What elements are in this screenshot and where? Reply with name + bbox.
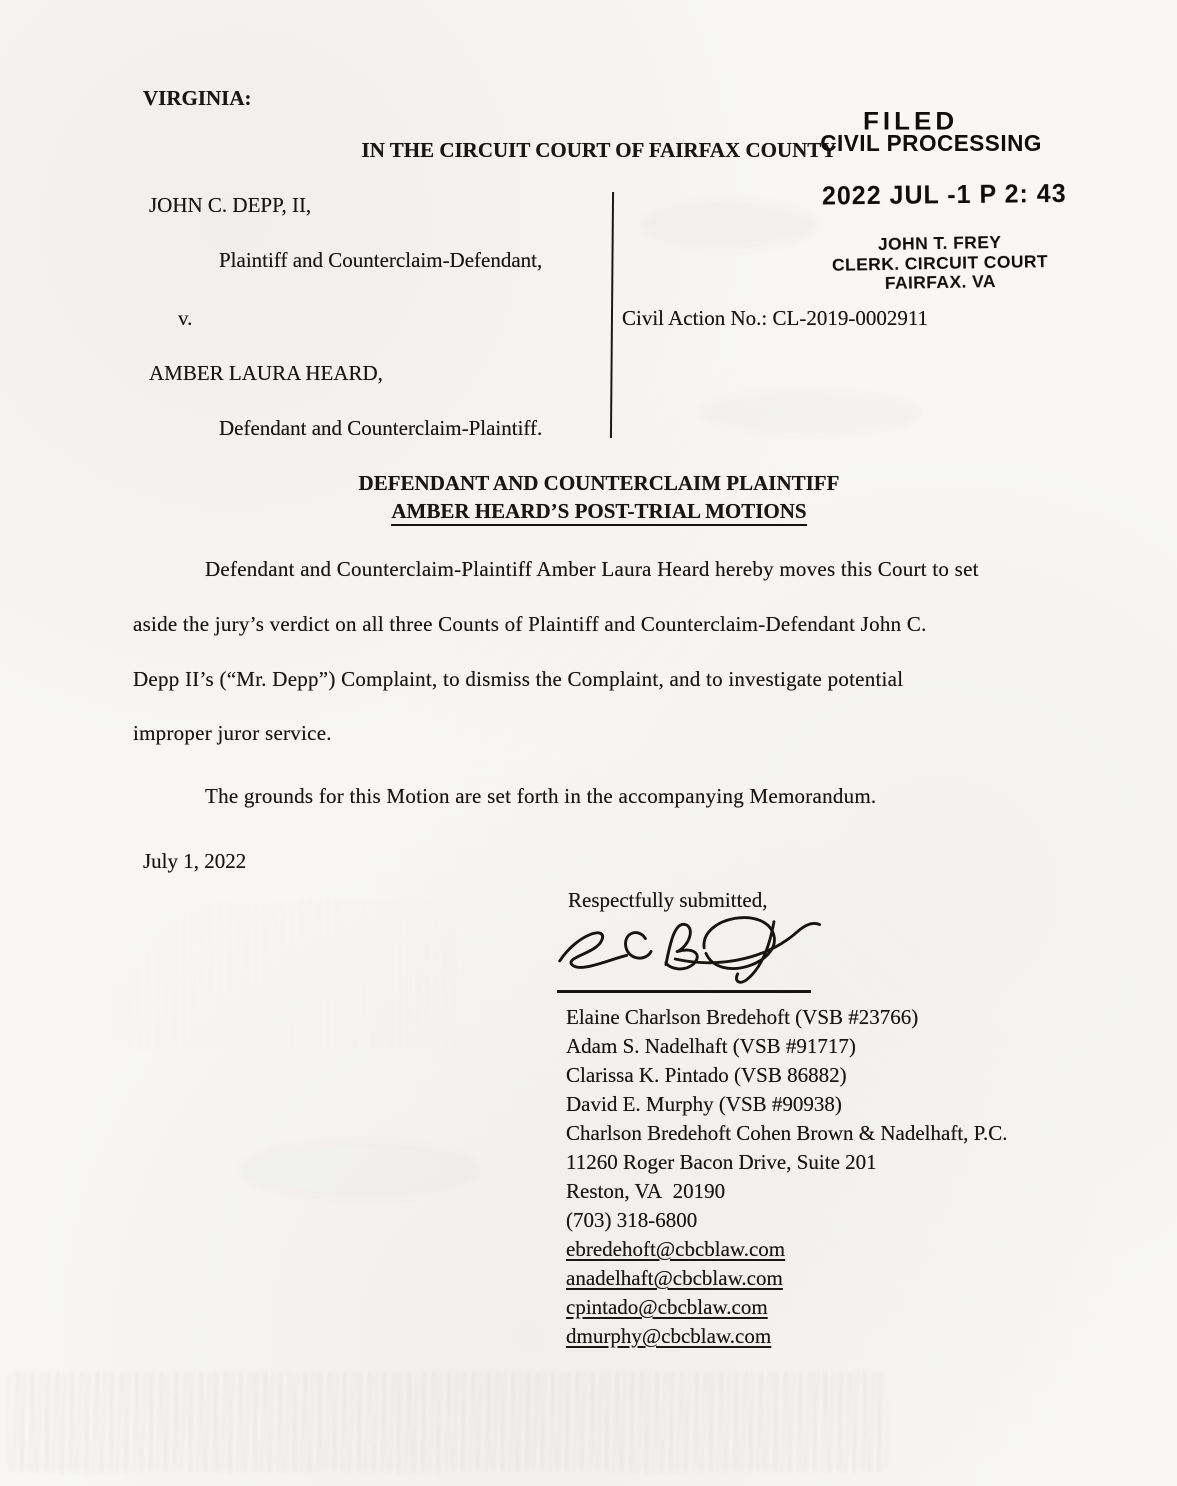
- civil-action-number: Civil Action No.: CL-2019-0002911: [622, 306, 929, 330]
- body-paragraph1-line3: Depp II’s (“Mr. Depp”) Complaint, to dismiss the Complaint, and to investigate potential: [133, 667, 904, 691]
- body-paragraph1-line1: Defendant and Counterclaim-Plaintiff Amber Laura Heard hereby moves this Court to set: [205, 557, 979, 581]
- attorney-email: anadelhaft@cbcblaw.com: [566, 1266, 783, 1290]
- firm-address-street: 11260 Roger Bacon Drive, Suite 201: [566, 1150, 877, 1174]
- firm-phone: (703) 318-6800: [566, 1208, 698, 1232]
- scan-smudge: [700, 390, 920, 435]
- attorney-name: David E. Murphy (VSB #90938): [566, 1092, 842, 1116]
- scan-smudge: [240, 1140, 480, 1200]
- filed-stamp: FILED: [863, 106, 959, 136]
- civil-processing-stamp: CIVIL PROCESSING: [820, 130, 1042, 156]
- scan-noise-band: [8, 1372, 888, 1472]
- law-firm-name: Charlson Bredehoft Cohen Brown & Nadelhaft, P.C.: [566, 1121, 1008, 1145]
- attorney-email: dmurphy@cbcblaw.com: [566, 1324, 772, 1348]
- court-title: IN THE CIRCUIT COURT OF FAIRFAX COUNTY: [361, 138, 837, 162]
- state-label: VIRGINIA:: [143, 86, 252, 110]
- scan-noise-patch: [120, 900, 460, 1050]
- respectfully-submitted-label: Respectfully submitted,: [568, 888, 768, 912]
- clerk-title: CLERK. CIRCUIT COURT: [831, 250, 1049, 275]
- signature-ink: [552, 905, 832, 1000]
- versus-label: v.: [178, 306, 193, 330]
- plaintiff-name: JOHN C. DEPP, II,: [149, 193, 312, 217]
- body-paragraph2: The grounds for this Motion are set forth in the accompanying Memorandum.: [205, 784, 877, 808]
- document-date: July 1, 2022: [143, 849, 247, 873]
- motion-title-line2: AMBER HEARD’S POST-TRIAL MOTIONS: [391, 499, 806, 526]
- body-paragraph1-line2: aside the jury’s verdict on all three Counts of Plaintiff and Counterclaim-Defendant John C.: [133, 612, 927, 636]
- attorney-email: cpintado@cbcblaw.com: [566, 1295, 768, 1319]
- attorney-email: ebredehoft@cbcblaw.com: [566, 1237, 786, 1261]
- defendant-role: Defendant and Counterclaim-Plaintiff.: [219, 416, 543, 440]
- motion-title-line2-wrap: [133, 499, 1065, 524]
- clerk-location: FAIRFAX. VA: [884, 271, 997, 293]
- attorney-block: [566, 1003, 1008, 1351]
- clerk-name: JOHN T. FREY: [877, 231, 1002, 255]
- clerk-stamp: [812, 232, 1069, 295]
- date-received-stamp: 2022 JUL -1 P 2: 43: [821, 179, 1067, 211]
- attorney-name: Clarissa K. Pintado (VSB 86882): [566, 1063, 847, 1087]
- attorney-name: Adam S. Nadelhaft (VSB #91717): [566, 1034, 856, 1058]
- firm-address-city: Reston, VA 20190: [566, 1179, 726, 1203]
- caption-divider: [610, 192, 615, 438]
- motion-title-line1: DEFENDANT AND COUNTERCLAIM PLAINTIFF: [358, 471, 840, 495]
- attorney-name: Elaine Charlson Bredehoft (VSB #23766): [566, 1005, 919, 1029]
- scan-smudge: [640, 200, 820, 250]
- body-paragraph1-line4: improper juror service.: [133, 721, 332, 745]
- plaintiff-role: Plaintiff and Counterclaim-Defendant,: [219, 248, 543, 272]
- defendant-name: AMBER LAURA HEARD,: [149, 361, 383, 385]
- signature-line: [557, 990, 811, 993]
